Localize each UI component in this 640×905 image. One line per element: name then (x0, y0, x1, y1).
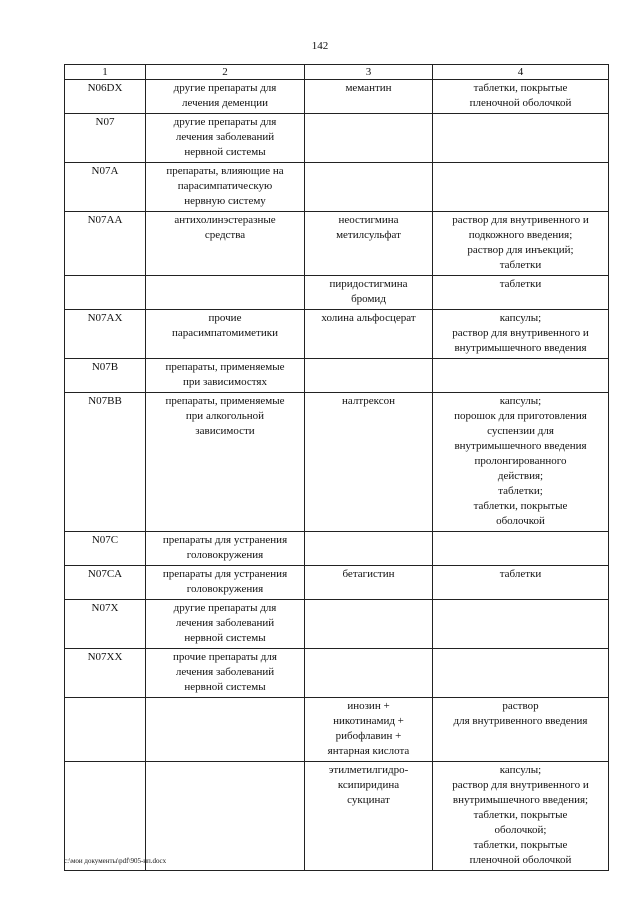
atc-code-cell: N06DX (65, 80, 146, 114)
header-row (65, 65, 609, 80)
group-name-cell: другие препараты для лечения заболеваний нервной системы (146, 600, 305, 649)
table-row (65, 393, 609, 532)
atc-code-cell: N07AX (65, 310, 146, 359)
drug-name-cell (305, 359, 433, 393)
atc-code-cell: N07CA (65, 566, 146, 600)
atc-code-cell: N07A (65, 163, 146, 212)
header-col-3: 3 (305, 65, 433, 80)
group-name-cell: прочие парасимпатомиметики (146, 310, 305, 359)
drug-name-cell: мемантин (305, 80, 433, 114)
atc-code-cell (65, 276, 146, 310)
table-row (65, 359, 609, 393)
group-name-cell: препараты для устранения головокружения (146, 566, 305, 600)
dosage-form-cell: таблетки (433, 276, 609, 310)
dosage-form-cell: капсулы; раствор для внутривенного и внутримышечного введения (433, 310, 609, 359)
group-name-cell (146, 276, 305, 310)
drug-name-cell: холина альфосцерат (305, 310, 433, 359)
atc-code-cell: N07C (65, 532, 146, 566)
group-name-cell: другие препараты для лечения деменции (146, 80, 305, 114)
atc-code-cell: N07B (65, 359, 146, 393)
dosage-form-cell: раствор для внутривенного введения (433, 698, 609, 762)
group-name-cell: препараты, применяемые при зависимостях (146, 359, 305, 393)
atc-code-cell: N07BB (65, 393, 146, 532)
group-name-cell (146, 698, 305, 762)
header-col-1: 1 (65, 65, 146, 80)
group-name-cell: прочие препараты для лечения заболеваний нервной системы (146, 649, 305, 698)
group-name-cell (146, 762, 305, 871)
dosage-form-cell: капсулы; порошок для приготовления суспензии для внутримышечного введения пролонгированного действия; таблетки; таблетки, покрытые оболочкой (433, 393, 609, 532)
table-row (65, 310, 609, 359)
drug-name-cell: пиридостигмина бромид (305, 276, 433, 310)
table-row (65, 566, 609, 600)
drug-name-cell (305, 649, 433, 698)
drug-name-cell (305, 114, 433, 163)
table-row (65, 600, 609, 649)
dosage-form-cell (433, 649, 609, 698)
table-row (65, 276, 609, 310)
dosage-form-cell (433, 532, 609, 566)
drug-name-cell: инозин + никотинамид + рибофлавин + янтарная кислота (305, 698, 433, 762)
dosage-form-cell (433, 359, 609, 393)
table-row (65, 80, 609, 114)
drug-name-cell: налтрексон (305, 393, 433, 532)
drug-name-cell (305, 600, 433, 649)
dosage-form-cell: таблетки (433, 566, 609, 600)
header-col-2: 2 (146, 65, 305, 80)
drug-name-cell: этилметилгидро- ксипиридина сукцинат (305, 762, 433, 871)
group-name-cell: препараты, влияющие на парасимпатическую нервную систему (146, 163, 305, 212)
table-body (65, 80, 609, 871)
table-row (65, 114, 609, 163)
table-row (65, 212, 609, 276)
table-row (65, 649, 609, 698)
dosage-form-cell (433, 600, 609, 649)
atc-code-cell: N07XX (65, 649, 146, 698)
page-number: 142 (311, 40, 329, 52)
dosage-form-cell (433, 114, 609, 163)
drug-table (64, 64, 609, 871)
group-name-cell: антихолинэстеразные средства (146, 212, 305, 276)
table-header (65, 65, 609, 80)
atc-code-cell: N07 (65, 114, 146, 163)
dosage-form-cell (433, 163, 609, 212)
atc-code-cell: N07X (65, 600, 146, 649)
group-name-cell: препараты для устранения головокружения (146, 532, 305, 566)
drug-name-cell (305, 532, 433, 566)
table-row (65, 532, 609, 566)
table-row (65, 698, 609, 762)
dosage-form-cell: раствор для внутривенного и подкожного введения; раствор для инъекций; таблетки (433, 212, 609, 276)
footer-file-path: c:\мои документы\pdf\905-нп.docx (64, 857, 167, 865)
atc-code-cell (65, 698, 146, 762)
drug-name-cell: бетагистин (305, 566, 433, 600)
header-col-4: 4 (433, 65, 609, 80)
group-name-cell: другие препараты для лечения заболеваний нервной системы (146, 114, 305, 163)
drug-name-cell (305, 163, 433, 212)
atc-code-cell (65, 762, 146, 871)
table-row (65, 163, 609, 212)
dosage-form-cell: капсулы; раствор для внутривенного и внутримышечного введения; таблетки, покрытые оболочкой; таблетки, покрытые пленочной оболочкой (433, 762, 609, 871)
table-row (65, 762, 609, 871)
drug-name-cell: неостигмина метилсульфат (305, 212, 433, 276)
dosage-form-cell: таблетки, покрытые пленочной оболочкой (433, 80, 609, 114)
group-name-cell: препараты, применяемые при алкогольной зависимости (146, 393, 305, 532)
atc-code-cell: N07AA (65, 212, 146, 276)
